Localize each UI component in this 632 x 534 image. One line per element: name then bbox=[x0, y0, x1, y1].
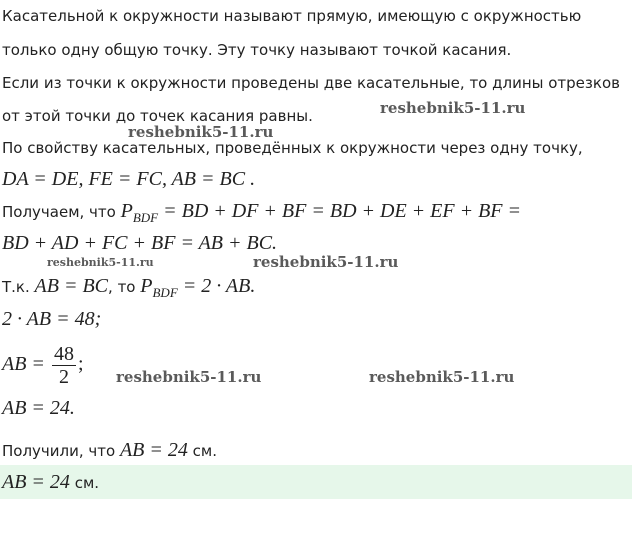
math-subscript: BDF bbox=[132, 210, 159, 225]
math-subscript: BDF bbox=[152, 285, 178, 300]
answer-line bbox=[2, 472, 99, 493]
equation-line bbox=[2, 340, 84, 389]
equation-line: AB = 24. bbox=[2, 397, 75, 419]
equation-line: 2 · AB = 48; bbox=[2, 308, 102, 330]
math-fragment: = 2 · AB. bbox=[177, 275, 256, 297]
conclusion-line bbox=[2, 440, 217, 461]
watermark: reshebnik5-11.ru bbox=[47, 256, 154, 269]
math-fragment: ; bbox=[77, 353, 84, 375]
math-fragment: P bbox=[140, 275, 153, 297]
math-fragment: AB = 24 bbox=[2, 471, 70, 493]
fraction-numerator: 48 bbox=[53, 343, 74, 365]
math-fragment: P bbox=[120, 200, 133, 222]
text-fragment: см. bbox=[69, 474, 100, 492]
equation-line bbox=[2, 276, 255, 303]
fraction bbox=[52, 343, 76, 388]
math-fragment: = BD + DF + BF = BD + DE + EF + BF = bbox=[158, 200, 522, 222]
watermark: reshebnik5-11.ru bbox=[253, 253, 399, 271]
paragraph-line: от этой точки до точек касания равны. bbox=[2, 107, 313, 125]
math-fragment: AB = BC bbox=[34, 275, 109, 297]
fraction-denominator: 2 bbox=[58, 366, 69, 388]
watermark: reshebnik5-11.ru bbox=[128, 123, 274, 141]
equation-line bbox=[2, 201, 521, 228]
paragraph-line: По свойству касательных, проведённых к окружности через одну точку, bbox=[2, 139, 583, 157]
paragraph-line: только одну общую точку. Эту точку называют точкой касания. bbox=[2, 41, 512, 59]
text-fragment: см. bbox=[187, 442, 217, 460]
watermark: reshebnik5-11.ru bbox=[380, 99, 526, 117]
text-fragment: Получили, что bbox=[2, 442, 120, 460]
text-fragment: , то bbox=[108, 278, 141, 296]
math-fragment: AB = bbox=[2, 353, 50, 375]
watermark: reshebnik5-11.ru bbox=[116, 368, 262, 386]
paragraph-line: Если из точки к окружности проведены две касательные, то длины отрезков bbox=[2, 74, 620, 92]
equation-line: BD + AD + FC + BF = AB + BC. bbox=[2, 232, 278, 254]
answer-box bbox=[0, 465, 632, 499]
text-fragment: Получаем, что bbox=[2, 203, 121, 221]
paragraph-line: Касательной к окружности называют прямую, имеющую с окружностью bbox=[2, 7, 582, 25]
text-fragment: Т.к. bbox=[2, 278, 35, 296]
watermark: reshebnik5-11.ru bbox=[369, 368, 515, 386]
equation-line: DA = DE, FE = FC, AB = BC . bbox=[2, 168, 256, 190]
math-fragment: AB = 24 bbox=[119, 439, 188, 461]
